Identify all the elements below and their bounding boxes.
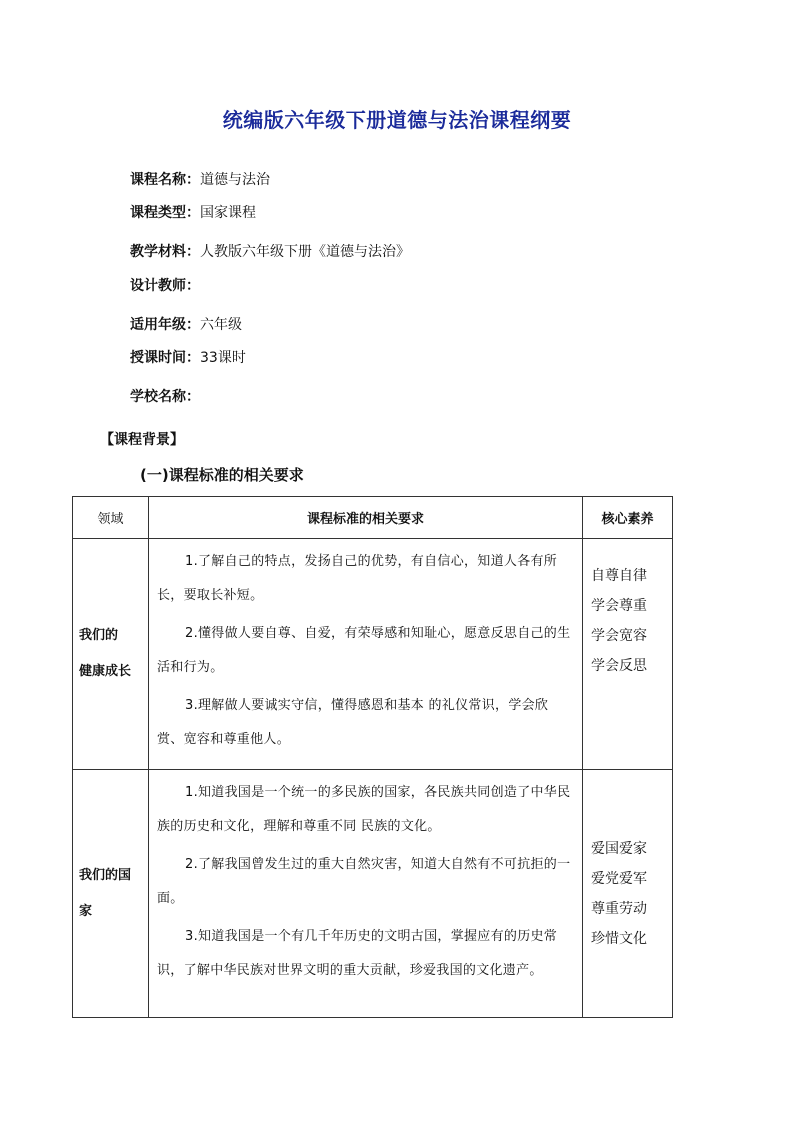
info-label: 授课时间：	[130, 350, 200, 366]
info-value: 道德与法治	[200, 172, 270, 188]
table-row	[73, 770, 673, 1018]
core-item: 自尊自律	[591, 568, 647, 584]
header-core-literacy: 核心素养	[583, 497, 673, 539]
requirement-item: 1.知道我国是一个统一的多民族的国家，各民族共同创造了中华民族的历史和文化，理解和尊重不同 民族的文化。	[157, 785, 571, 834]
section-heading: 【课程背景】	[100, 432, 184, 448]
requirements-cell	[149, 770, 583, 1018]
core-literacy-cell	[583, 539, 673, 770]
info-value: 人教版六年级下册《道德与法治》	[200, 244, 410, 260]
domain-line: 我们的	[79, 628, 119, 643]
requirement-item: 3.知道我国是一个有几千年历史的文明古国，掌握应有的历史常识，了解中华民族对世界文明的重大贡献，珍爱我国的文化遗产。	[157, 929, 558, 978]
info-grade	[130, 315, 242, 335]
info-materials	[130, 242, 410, 262]
domain-cell	[73, 770, 149, 1018]
domain-line: 家	[79, 903, 93, 919]
info-label: 设计教师：	[130, 278, 200, 294]
core-item: 学会反思	[591, 658, 647, 674]
core-item: 学会尊重	[591, 598, 647, 614]
info-teacher	[130, 276, 200, 296]
core-item: 爱党爱军	[591, 870, 647, 887]
info-label: 学校名称：	[130, 389, 200, 405]
subsection-heading: (一)课程标准的相关要求	[140, 466, 304, 484]
info-label: 适用年级：	[130, 317, 200, 333]
core-item: 珍惜文化	[591, 930, 647, 947]
info-value: 国家课程	[200, 205, 256, 221]
requirement-item: 3.理解做人要诚实守信，懂得感恩和基本 的礼仪常识，学会欣赏、宽容和尊重他人。	[157, 698, 549, 747]
requirement-item: 2.懂得做人要自尊、自爱，有荣辱感和知耻心，愿意反思自己的生活和行为。	[157, 626, 571, 675]
info-value: 33课时	[200, 350, 246, 366]
table-header-row	[73, 497, 673, 539]
header-requirements: 课程标准的相关要求	[149, 497, 583, 539]
domain-line: 我们的国	[79, 867, 132, 883]
document-title: 统编版六年级下册道德与法治课程纲要	[222, 108, 572, 132]
info-hours	[130, 348, 246, 368]
requirement-item: 2.了解我国曾发生过的重大自然灾害，知道大自然有不可抗拒的一面。	[157, 857, 571, 906]
info-course-name	[130, 170, 270, 190]
curriculum-standards-table	[72, 496, 673, 1018]
core-item: 尊重劳动	[591, 900, 647, 917]
info-course-type	[130, 203, 256, 223]
core-item: 爱国爱家	[591, 840, 647, 857]
core-item: 学会宽容	[591, 628, 647, 644]
requirements-cell	[149, 539, 583, 770]
requirement-item: 1.了解自己的特点，发扬自己的优势，有自信心，知道人各有所长，要取长补短。	[157, 554, 558, 603]
domain-cell	[73, 539, 149, 770]
info-school	[130, 387, 200, 407]
header-domain: 领域	[73, 497, 149, 539]
info-label: 教学材料：	[130, 244, 200, 260]
table-row	[73, 539, 673, 770]
core-literacy-cell	[583, 770, 673, 1018]
info-value: 六年级	[200, 317, 242, 333]
domain-line: 健康成长	[79, 664, 132, 679]
info-label: 课程类型：	[130, 205, 200, 221]
info-label: 课程名称：	[130, 172, 200, 188]
